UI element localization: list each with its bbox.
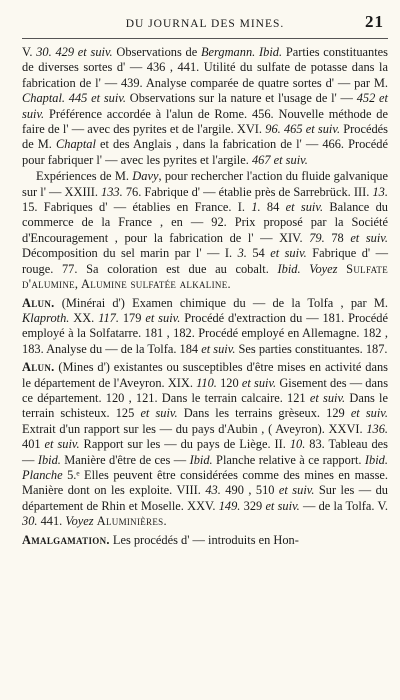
italic-run: Voyez	[65, 514, 94, 529]
index-entry	[22, 533, 388, 548]
italic-run: 43.	[205, 483, 221, 498]
italic-run: et suiv.	[270, 246, 307, 261]
cross-reference: Aluminières.	[96, 514, 167, 529]
text-run: 76. Fabrique d' — établie près de Sarrebrück. III.	[122, 184, 373, 199]
italic-run: et suiv.	[350, 230, 388, 245]
italic-run: 136.	[366, 421, 388, 436]
text-run: XX.	[69, 310, 99, 325]
italic-run: Bergmann. Ibid.	[200, 45, 283, 59]
text-run: (Mines d') existantes ou susceptibles d'être mises en activité dans le département de l'Aveyron. XIX.	[22, 360, 388, 390]
italic-run: 30.	[22, 514, 38, 529]
text-run: 441.	[37, 514, 66, 529]
index-entry	[22, 296, 388, 358]
italic-run: Ibid.	[37, 452, 61, 467]
text-run: 83. Tableau des —	[22, 437, 388, 467]
italic-run: et suiv.	[285, 200, 324, 215]
italic-run: 110.	[196, 375, 217, 390]
italic-run: 467 et suiv.	[251, 152, 308, 167]
italic-run: Ibid. Planche	[22, 452, 388, 482]
index-body	[22, 45, 388, 548]
text-run: et des Anglais , dans la fabrication de l' — 466. Procédé pour fabriquer l' — avec les pyrites et l'argile.	[22, 137, 388, 167]
text-run: Observations de	[112, 45, 201, 59]
italic-run: et suiv.	[140, 406, 178, 421]
italic-run: Chaptal. 445	[22, 91, 88, 106]
italic-run: 30. 429	[36, 45, 75, 59]
text-run: Balance du commerce de la France , en — 92. Prix proposé par la Société d'Encouragement , pour la fabrication de l' — XIV.	[22, 200, 388, 245]
text-run: 329	[240, 498, 266, 513]
text-run: Rapport sur les — du pays de Liège. II.	[79, 437, 290, 452]
text-run: Observations sur la nature et l'usage de l' —	[126, 91, 357, 106]
entry-headword: Alun.	[22, 360, 55, 375]
text-run: 78	[324, 230, 351, 245]
italic-run: 96. 465 et suiv.	[265, 122, 341, 137]
page-header	[22, 14, 388, 36]
text-run: Procédé d'extraction du — 181. Procédé employé à la Solfatarre. 181 , 182. Procédé employé en Allemagne. 182 , 183. Analyse du — de la Tolfa. 184	[22, 310, 388, 356]
italic-run: Davy	[132, 169, 159, 184]
italic-run: et suiv.	[241, 375, 277, 390]
index-paragraph	[22, 169, 388, 292]
running-title: DU JOURNAL DES MINES.	[125, 18, 285, 30]
text-run: Gisement des — dans ce département. 120 , 121. Dans le terrain calcaire. 121	[22, 375, 389, 405]
page-number: 21	[365, 12, 384, 31]
text-run: Manière d'être de ces —	[60, 452, 190, 467]
text-run: 401	[22, 437, 45, 452]
italic-run: 3.	[237, 246, 247, 261]
text-run: Préférence accordée à l'alun de Rome. 456. Nouvelle méthode de faire de l' — avec des pyrites et de l'argile. XVI.	[22, 106, 388, 137]
italic-run: 1.	[251, 200, 261, 215]
header-rule	[22, 38, 388, 39]
text-run: Ses parties constituantes. 187.	[235, 341, 388, 356]
italic-run: 149.	[218, 498, 241, 513]
italic-run: et suiv.	[201, 341, 236, 356]
text-run: Fabrique d' — rouge. 77. Sa coloration est due au cobalt.	[22, 246, 388, 276]
text-run: Sur les — du département de Rhin et Moselle. XXV.	[22, 483, 388, 513]
entry-headword: Alun.	[22, 295, 55, 310]
text-run: Les procédés d' — introduits en Hon-	[109, 532, 299, 547]
text-run: Dans les terrains grèseux. 129	[177, 406, 351, 421]
text-run: Extrait d'un rapport sur les — du pays d'Aubin , ( Aveyron). XXVI.	[22, 421, 367, 436]
text-run: Expériences de M.	[36, 169, 133, 184]
text-run: 5.ᵉ Elles peuvent être considérées comme des mines en masse. Manière dont on les exploite. VIII.	[22, 467, 388, 498]
entry-headword: Amalgamation.	[22, 532, 110, 547]
index-entry	[22, 360, 388, 529]
text-run: 490 , 510	[220, 483, 279, 498]
italic-run: et suiv.	[265, 498, 300, 513]
italic-run: 10.	[289, 437, 306, 452]
italic-run: et suiv.	[309, 390, 346, 405]
text-run: 84	[260, 200, 286, 215]
text-run: 54	[246, 246, 271, 261]
italic-run: Ibid.	[189, 452, 213, 467]
italic-run: 452 et suiv.	[22, 91, 388, 121]
text-run: — de la Tolfa. V.	[299, 498, 388, 513]
text-run: Décomposition du sel marin par l' — I.	[22, 246, 238, 261]
text-run: 15. Fabriques d' — établies en France. I.	[22, 200, 252, 215]
text-run: , pour rechercher l'action du fluide galvanique sur l' — XXIII.	[22, 169, 388, 199]
italic-run: et suiv.	[91, 91, 127, 106]
italic-run: Ibid. Voyez	[277, 261, 338, 276]
italic-run: et suiv.	[350, 406, 388, 421]
italic-run: 117.	[98, 310, 119, 325]
italic-run: Klaproth.	[22, 310, 70, 325]
text-run: V.	[22, 45, 37, 59]
text-run: Dans le terrain schisteux. 125	[22, 390, 389, 421]
italic-run: 13.	[372, 184, 388, 199]
text-run: Procédés de M.	[22, 122, 388, 152]
italic-run: et suiv.	[145, 310, 181, 325]
italic-run: et suiv.	[77, 45, 113, 59]
italic-run: 79.	[309, 230, 325, 245]
text-run: Parties constituantes de diverses sortes d' — 436 , 441. Utilité du sulfate de potasse dans la fabrication de l' — 439. Analyse comparée de quatre sortes d' — par M.	[22, 45, 388, 90]
text-run	[337, 262, 346, 276]
italic-run: et suiv.	[44, 437, 80, 452]
italic-run: Chaptal	[55, 137, 96, 152]
text-run: 120	[216, 375, 242, 390]
text-run: 179	[118, 310, 146, 325]
italic-run: 133.	[101, 184, 123, 199]
cross-reference: Sulfate d'alumine, Alumine sulfatée alkaline.	[22, 261, 388, 292]
text-run: (Minérai d') Examen chimique du — de la Tolfa , par M.	[54, 295, 388, 310]
text-run: Planche relative à ce rapport.	[212, 452, 365, 467]
index-paragraph	[22, 45, 388, 168]
italic-run: et suiv.	[278, 483, 315, 498]
